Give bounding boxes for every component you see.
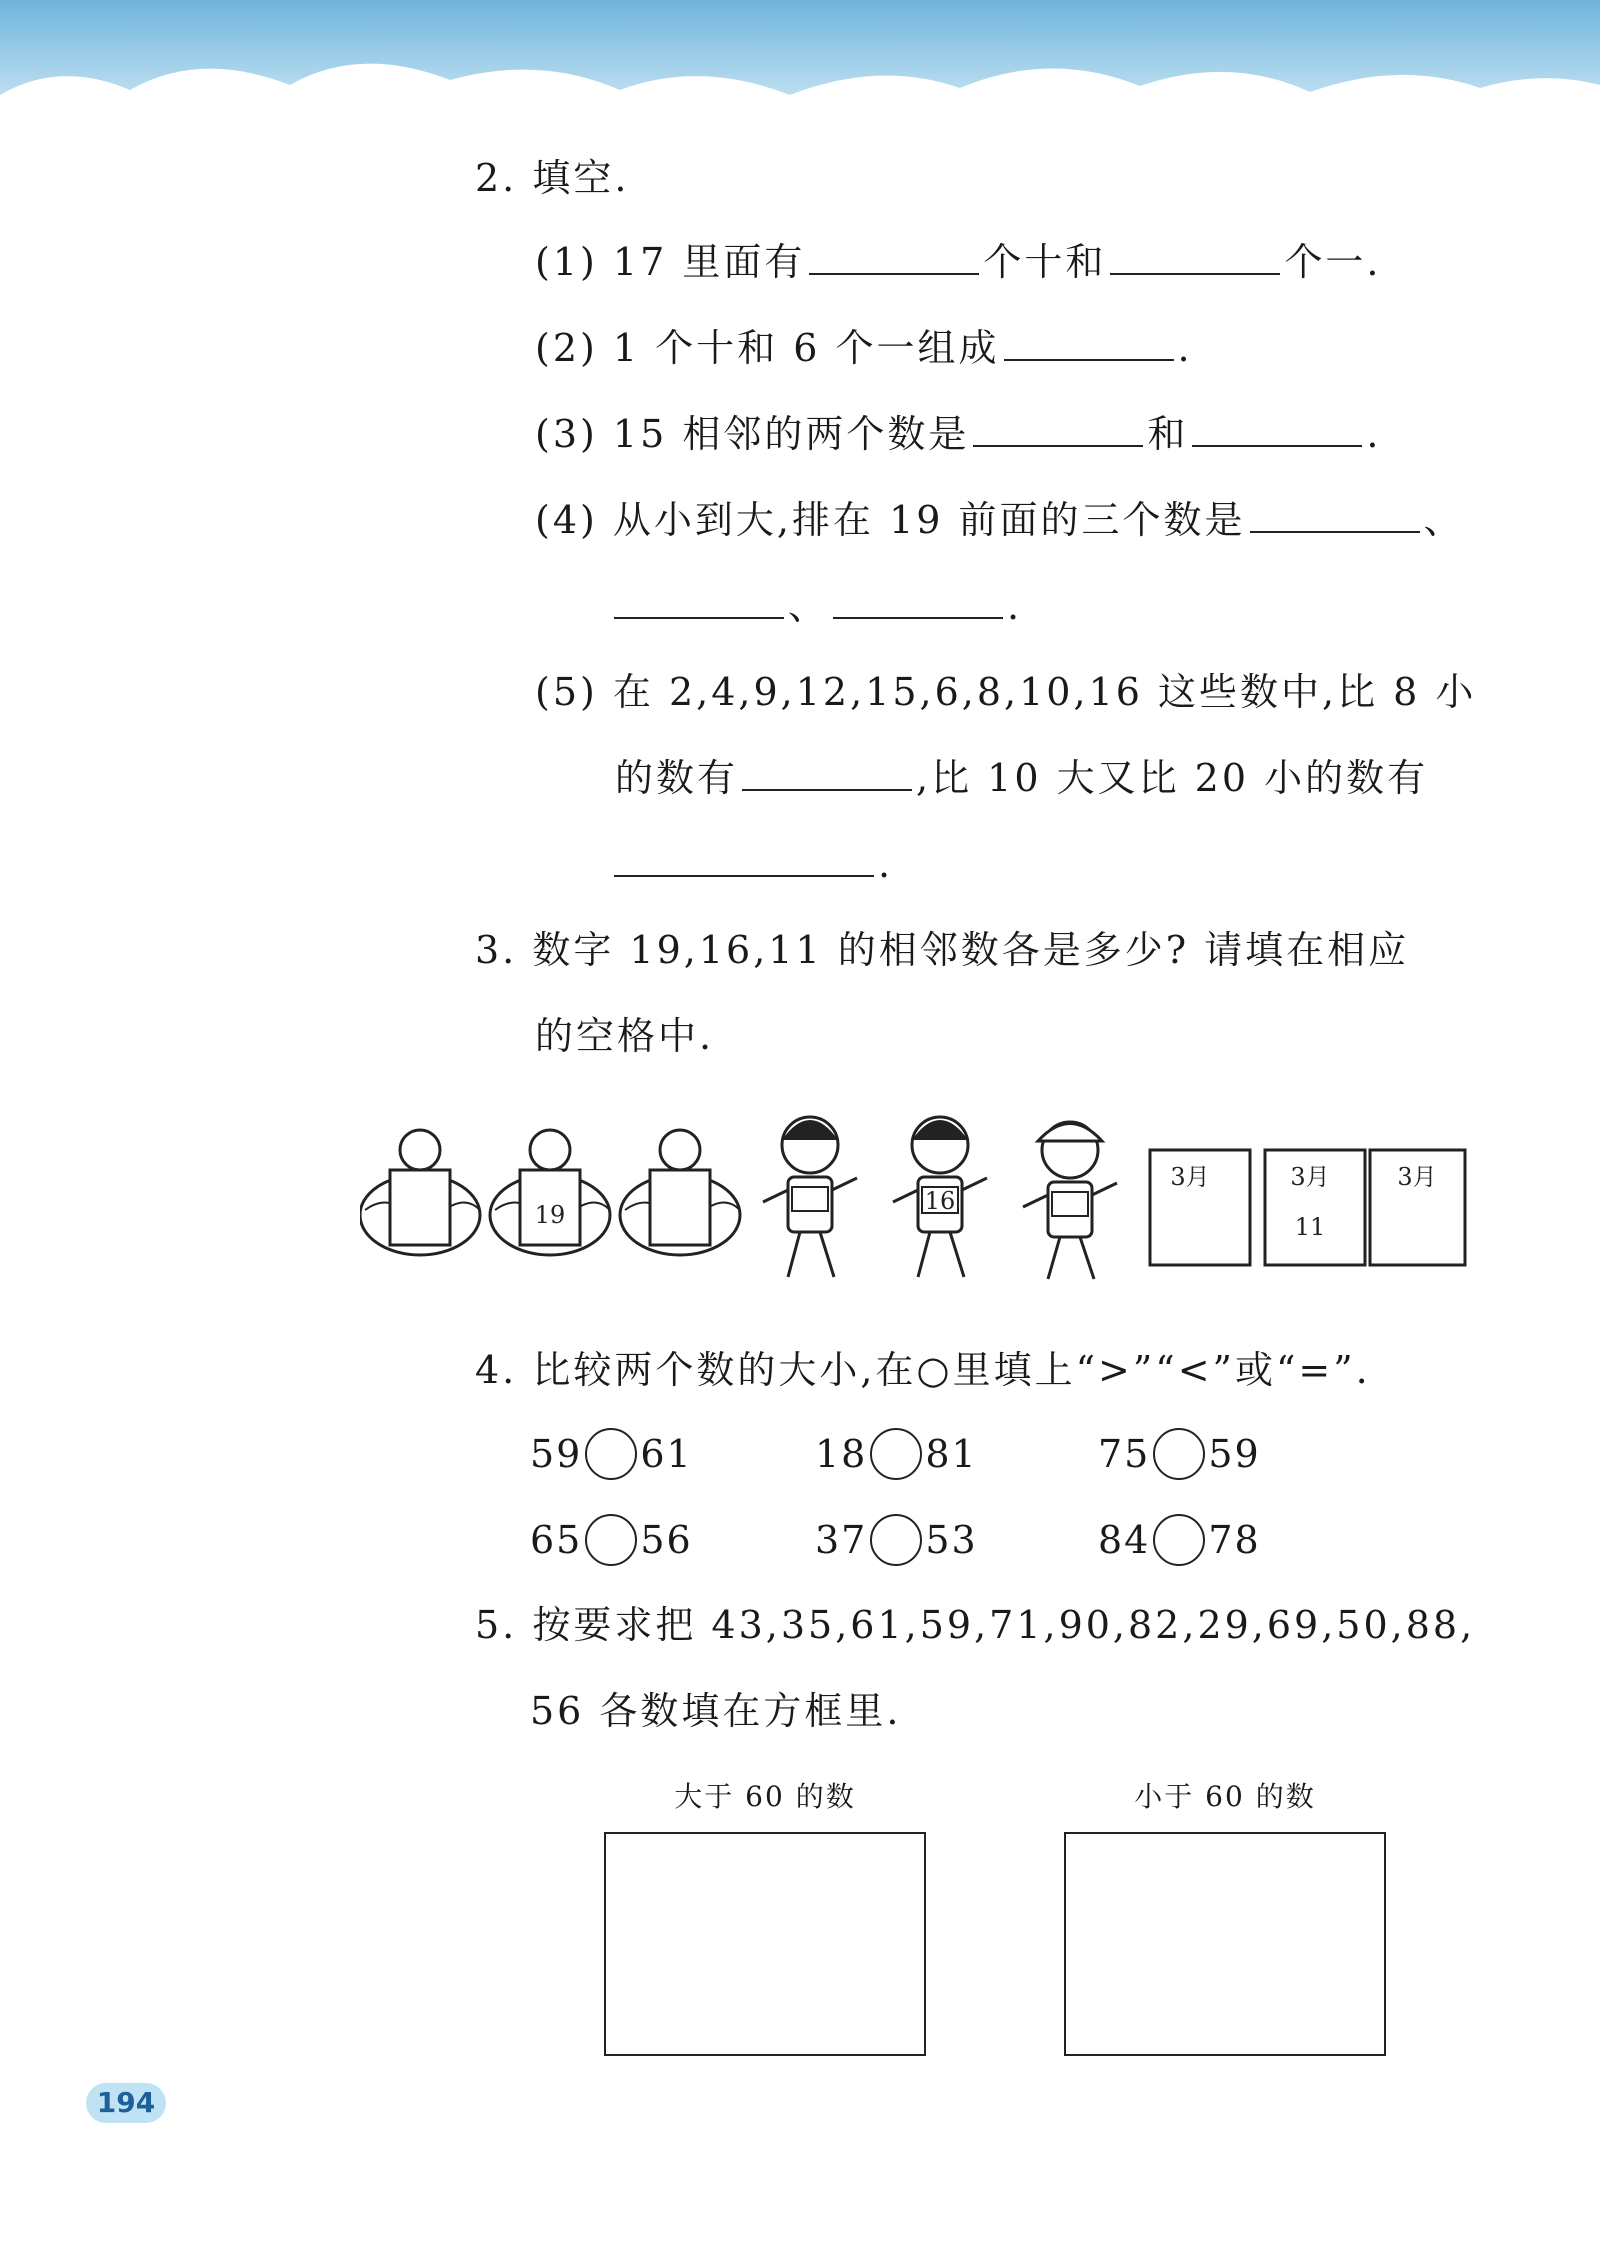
- q4-header: 4. 比较两个数的大小,在○里填上“>”“<”或“=”.: [475, 1348, 1371, 1392]
- compare-right: 61: [640, 1432, 693, 1476]
- calendar-page-2: [1265, 1150, 1365, 1265]
- blank-input[interactable]: [1110, 239, 1280, 275]
- q2-item-4-line2: [610, 581, 1022, 631]
- calendar-month-label: 3月: [1397, 1163, 1437, 1191]
- blank-input[interactable]: [614, 583, 784, 619]
- blank-input[interactable]: [1004, 325, 1174, 361]
- box-left-label: 大于 60 的数: [674, 1780, 856, 1813]
- runner-1: [763, 1117, 857, 1277]
- calendar-page-3: [1370, 1150, 1465, 1265]
- q2-5-text-c: ,比 10 大又比 20 小的数有: [916, 756, 1429, 800]
- sky-header: [0, 0, 1600, 130]
- q2-item-5-line1: (5) 在 2,4,9,12,15,6,8,10,16 这些数中,比 8 小: [535, 670, 1477, 714]
- page-number: 194: [86, 2083, 166, 2123]
- compare-circle[interactable]: [870, 1428, 922, 1480]
- compare-item: [815, 1428, 978, 1480]
- box-right-label: 小于 60 的数: [1134, 1780, 1316, 1813]
- blank-input[interactable]: [742, 755, 912, 791]
- compare-right: 78: [1208, 1518, 1261, 1562]
- compare-item: [1098, 1514, 1261, 1566]
- runner-number-label: 16: [924, 1187, 956, 1215]
- nest-2: [490, 1130, 610, 1255]
- compare-right: 56: [640, 1518, 693, 1562]
- calendar-day-label: 11: [1294, 1213, 1326, 1241]
- q2-3-text-b: 和: [1147, 412, 1189, 456]
- q2-5-text-b: 的数有: [615, 756, 739, 800]
- runner-3: [1023, 1122, 1117, 1279]
- compare-right: 81: [925, 1432, 978, 1476]
- q2-1-text-a: (1) 17 里面有: [535, 240, 806, 284]
- q2-item-5-line2: [615, 753, 1428, 803]
- q2-5-text-d: .: [878, 842, 894, 886]
- q5-line2: 56 各数填在方框里.: [530, 1689, 902, 1733]
- q2-item-1: [535, 237, 1381, 287]
- calendar-month-label: 3月: [1290, 1163, 1330, 1191]
- q3-illustration: [360, 1105, 1470, 1305]
- q2-3-text-c: .: [1366, 412, 1382, 456]
- q2-header: 2. 填空.: [475, 156, 630, 200]
- blank-input[interactable]: [833, 583, 1003, 619]
- compare-left: 75: [1098, 1432, 1151, 1476]
- compare-left: 84: [1098, 1518, 1151, 1562]
- runner-2: [893, 1117, 987, 1277]
- calendar-month-label: 3月: [1170, 1163, 1210, 1191]
- q2-item-4-line1: [535, 495, 1465, 545]
- compare-left: 37: [815, 1518, 868, 1562]
- compare-left: 18: [815, 1432, 868, 1476]
- compare-right: 53: [925, 1518, 978, 1562]
- nest-3: [620, 1130, 740, 1255]
- compare-circle[interactable]: [870, 1514, 922, 1566]
- calendar-page-1: [1150, 1150, 1250, 1265]
- compare-item: [530, 1514, 693, 1566]
- q2-4-text-a: (4) 从小到大,排在 19 前面的三个数是: [535, 498, 1246, 542]
- q2-4-text-d: .: [1007, 584, 1023, 628]
- blank-input[interactable]: [1192, 411, 1362, 447]
- compare-circle[interactable]: [1153, 1514, 1205, 1566]
- q2-item-2: [535, 323, 1193, 373]
- greater-than-60-box[interactable]: [604, 1832, 926, 2056]
- blank-input[interactable]: [1250, 497, 1420, 533]
- compare-left: 59: [530, 1432, 583, 1476]
- q2-1-text-c: 个一.: [1284, 240, 1382, 284]
- q2-2-text-b: .: [1177, 326, 1193, 370]
- compare-item: [1098, 1428, 1261, 1480]
- compare-left: 65: [530, 1518, 583, 1562]
- blank-input[interactable]: [809, 239, 979, 275]
- compare-circle[interactable]: [1153, 1428, 1205, 1480]
- q2-4-text-c: 、: [788, 584, 830, 628]
- q3-line2: 的空格中.: [535, 1014, 715, 1058]
- compare-item: [815, 1514, 978, 1566]
- q2-3-text-a: (3) 15 相邻的两个数是: [535, 412, 970, 456]
- q2-4-text-b: 、: [1423, 498, 1465, 542]
- compare-circle[interactable]: [585, 1428, 637, 1480]
- q5-line1: 5. 按要求把 43,35,61,59,71,90,82,29,69,50,88,: [475, 1603, 1476, 1647]
- compare-item: [530, 1428, 693, 1480]
- nest-1: [360, 1130, 480, 1255]
- compare-circle[interactable]: [585, 1514, 637, 1566]
- q2-item-5-line3: [610, 839, 893, 889]
- q2-item-3: [535, 409, 1381, 459]
- q2-2-text-a: (2) 1 个十和 6 个一组成: [535, 326, 1000, 370]
- q3-line1: 3. 数字 19,16,11 的相邻数各是多少? 请填在相应: [475, 928, 1410, 972]
- less-than-60-box[interactable]: [1064, 1832, 1386, 2056]
- blank-input[interactable]: [973, 411, 1143, 447]
- q2-1-text-b: 个十和: [983, 240, 1107, 284]
- blank-input[interactable]: [614, 841, 874, 877]
- nest-number-label: 19: [534, 1201, 566, 1229]
- compare-right: 59: [1208, 1432, 1261, 1476]
